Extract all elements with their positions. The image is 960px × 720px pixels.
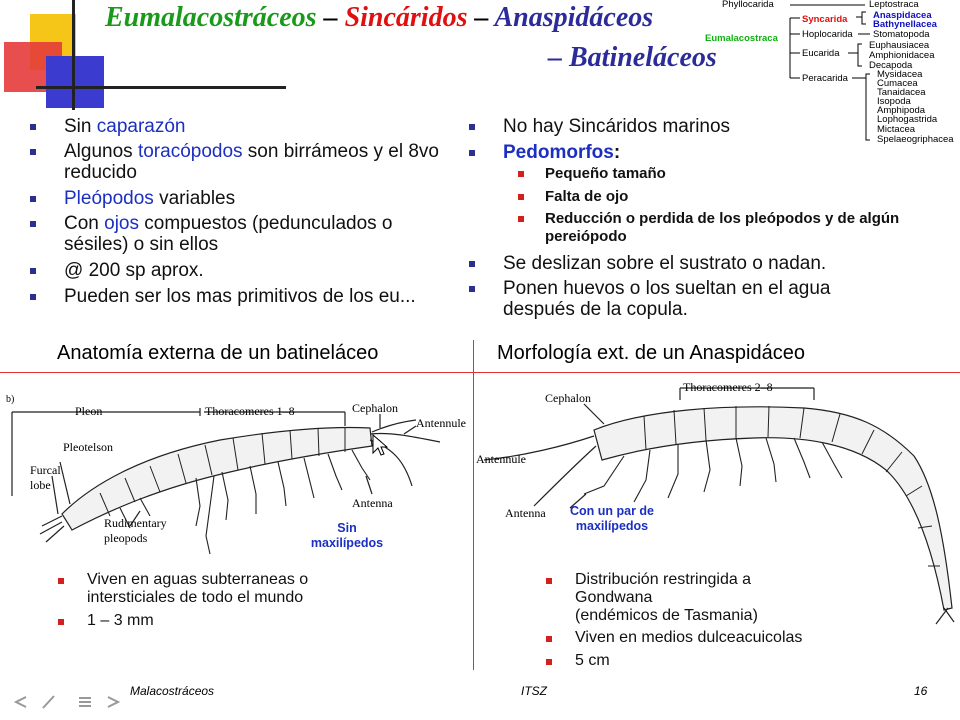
right-bottom-bullet-1: Distribución restringida a Gondwana (endémicos de Tasmania) — [575, 571, 805, 625]
tree-mictacea: Mictacea — [877, 124, 916, 135]
tree-leptostraca: Leptostraca — [869, 0, 919, 10]
tree-syncarida: Syncarida — [802, 14, 848, 25]
tree-phyllocarida: Phyllocarida — [722, 0, 774, 10]
right-subbullet-3: Reducción o perdida de los pleópodos y de algún pereiópodo — [545, 210, 925, 246]
title-sincaridos: Sincáridos — [344, 2, 468, 33]
tree-cumacea: Cumacea — [877, 78, 918, 89]
left-section-heading: Anatomía externa de un batineláceo — [57, 342, 379, 364]
label-rudimentary: Rudimentary — [104, 516, 167, 530]
right-bullet-2: Pedomorfos: — [503, 142, 923, 163]
label-cephalon-left: Cephalon — [352, 401, 398, 415]
label-lobe: lobe — [30, 478, 51, 492]
left-bullet-6: Pueden ser los mas primitivos de los eu... — [64, 286, 424, 307]
right-bullet-3: Se deslizan sobre el sustrato o nadan. — [503, 253, 923, 274]
nav-next-arrow-icon[interactable] — [104, 694, 122, 710]
left-bottom-bullet-1: Viven en aguas subterraneas o intersticiales de todo el mundo — [87, 571, 377, 607]
label-antennule-left: Antennule — [416, 416, 466, 430]
left-bullet-4: Con ojos compuestos (pedunculados o sésiles) o sin ellos — [64, 213, 444, 255]
page-title-line2: – Batineláceos — [548, 42, 717, 73]
right-bullet-4: Ponen huevos o los sueltan en el agua después de la copula. — [503, 278, 903, 320]
label-thoracomeres-2-8: Thoracomeres 2–8 — [683, 380, 773, 394]
title-anaspidaceos: Anaspidáceos — [494, 2, 654, 33]
label-furcal: Furcal — [30, 463, 61, 477]
left-bullet-1: Sin caparazón — [64, 116, 444, 137]
tree-spelaeogriphacea: Spelaeogriphacea — [877, 134, 954, 145]
label-pleotelson: Pleotelson — [63, 440, 113, 454]
right-section-heading: Morfología ext. de un Anaspidáceo — [497, 342, 805, 364]
horizontal-divider — [0, 372, 960, 373]
mouse-cursor-icon — [372, 434, 388, 458]
tree-peracarida: Peracarida — [802, 73, 848, 84]
left-bullet-3: Pleópodos variables — [64, 188, 444, 209]
left-bullet-5: @ 200 sp aprox. — [64, 260, 444, 281]
left-bottom-bullet-2: 1 – 3 mm — [87, 612, 377, 630]
tree-bathynellacea: Bathynellacea — [873, 19, 937, 30]
title-eumalacostraceos: Eumalacostráceos — [105, 2, 317, 33]
tree-amphipoda: Amphipoda — [877, 105, 926, 116]
label-pleopods: pleopods — [104, 531, 148, 545]
right-bottom-bullet-3: 5 cm — [575, 652, 775, 670]
tree-tanaidacea: Tanaidacea — [877, 87, 926, 98]
tree-decapoda: Decapoda — [869, 60, 913, 71]
right-bullet-1: No hay Sincáridos marinos — [503, 116, 923, 137]
label-antennule-right: Antennule — [476, 452, 526, 466]
tree-mysidacea: Mysidacea — [877, 69, 923, 80]
tree-euphausiacea: Euphausiacea — [869, 40, 930, 51]
tree-stomatopoda: Stomatopoda — [873, 29, 930, 40]
left-bullet-2: Algunos toracópodos son birrámeos y el 8vo reducido — [64, 141, 449, 183]
right-bottom-bullet-2: Viven en medios dulceacuicolas — [575, 629, 875, 647]
tree-eucarida: Eucarida — [802, 48, 840, 59]
page-title: Eumalacostráceos – Sincáridos – Anaspidáceos — [105, 2, 654, 33]
tree-isopoda: Isopoda — [877, 96, 911, 107]
label-con-un-par-de-maxilipedos: Con un par de maxilípedos — [569, 504, 655, 533]
label-corner-b: b) — [6, 394, 15, 405]
label-antenna-left: Antenna — [352, 496, 393, 510]
label-sin-maxilipedos: Sin maxilípedos — [310, 521, 384, 550]
label-pleon: Pleon — [75, 404, 103, 418]
label-antenna-right: Antenna — [505, 506, 546, 520]
page-number: 16 — [914, 684, 928, 698]
tree-amphionidacea: Amphionidacea — [869, 50, 935, 61]
tree-lophogastrida: Lophogastrida — [877, 114, 938, 125]
nav-prev-arrow-icon[interactable] — [12, 694, 30, 710]
tree-hoplocarida: Hoplocarida — [802, 29, 853, 40]
tree-eumalacostraca: Eumalacostraca — [705, 33, 778, 44]
footer-center-text: ITSZ — [521, 684, 547, 698]
tree-anaspidacea: Anaspidacea — [873, 10, 932, 21]
right-subbullet-1: Pequeño tamaño — [545, 165, 925, 183]
nav-menu-icon[interactable] — [76, 694, 94, 710]
label-cephalon-right: Cephalon — [545, 391, 591, 405]
footer-left-text: Malacostráceos — [130, 684, 215, 698]
nav-pen-icon[interactable] — [40, 694, 58, 710]
right-subbullet-2: Falta de ojo — [545, 188, 925, 206]
label-thoracomeres-1-8: Thoracomeres 1–8 — [205, 404, 295, 418]
